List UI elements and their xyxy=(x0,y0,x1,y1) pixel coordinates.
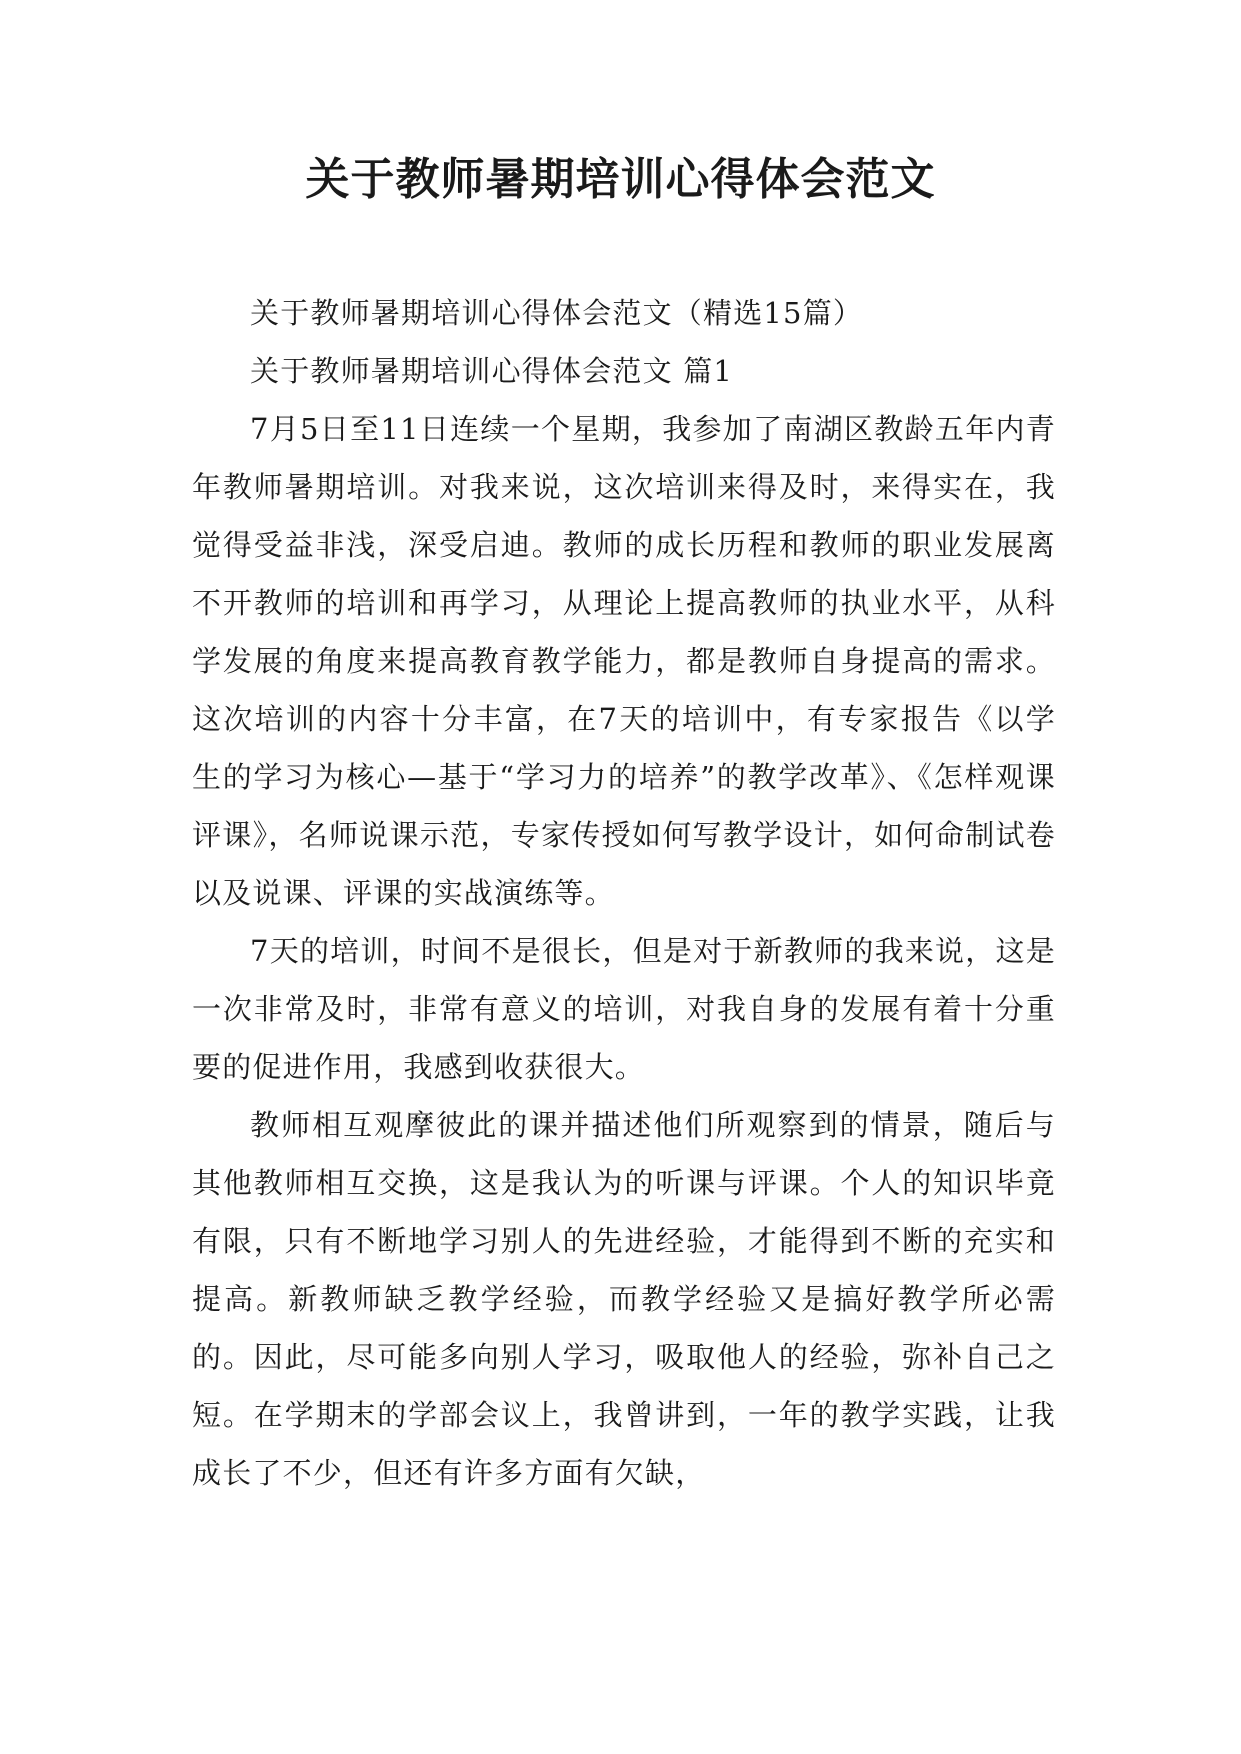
document-body xyxy=(192,284,1056,1502)
body-paragraph-2: 7天的培训，时间不是很长，但是对于新教师的我来说，这是一次非常及时，非常有意义的培训，对我自身的发展有着十分重要的促进作用，我感到收获很大。 xyxy=(192,934,1056,1084)
body-paragraph-1: 7月5日至11日连续一个星期，我参加了南湖区教龄五年内青年教师暑期培训。对我来说，这次培训来得及时，来得实在，我觉得受益非浅，深受启迪。教师的成长历程和教师的职业发展离不开教师的培训和再学习，从理论上提高教师的执业水平，从科学发展的角度来提高教育教学能力，都是教师自身提高的需求。这次培训的内容十分丰富，在7天的培训中，有专家报告《以学生的学习为核心—基于“学习力的培养”的教学改革》、《怎样观课评课》，名师说课示范，专家传授如何写教学设计，如何命制试卷以及说课、评课的实战演练等。 xyxy=(192,412,1056,910)
subtitle-paragraph: 关于教师暑期培训心得体会范文（精选15篇） xyxy=(250,296,864,330)
document-title: 关于教师暑期培训心得体会范文 xyxy=(305,154,936,205)
section-heading: 关于教师暑期培训心得体会范文 篇1 xyxy=(250,354,734,388)
body-paragraph-3: 教师相互观摩彼此的课并描述他们所观察到的情景，随后与其他教师相互交换，这是我认为的听课与评课。个人的知识毕竟有限，只有不断地学习别人的先进经验，才能得到不断的充实和提高。新教师缺乏教学经验，而教学经验又是搞好教学所必需的。因此，尽可能多向别人学习，吸取他人的经验，弥补自己之短。在学期末的学部会议上，我曾讲到，一年的教学实践，让我成长了不少，但还有许多方面有欠缺， xyxy=(192,1108,1056,1490)
